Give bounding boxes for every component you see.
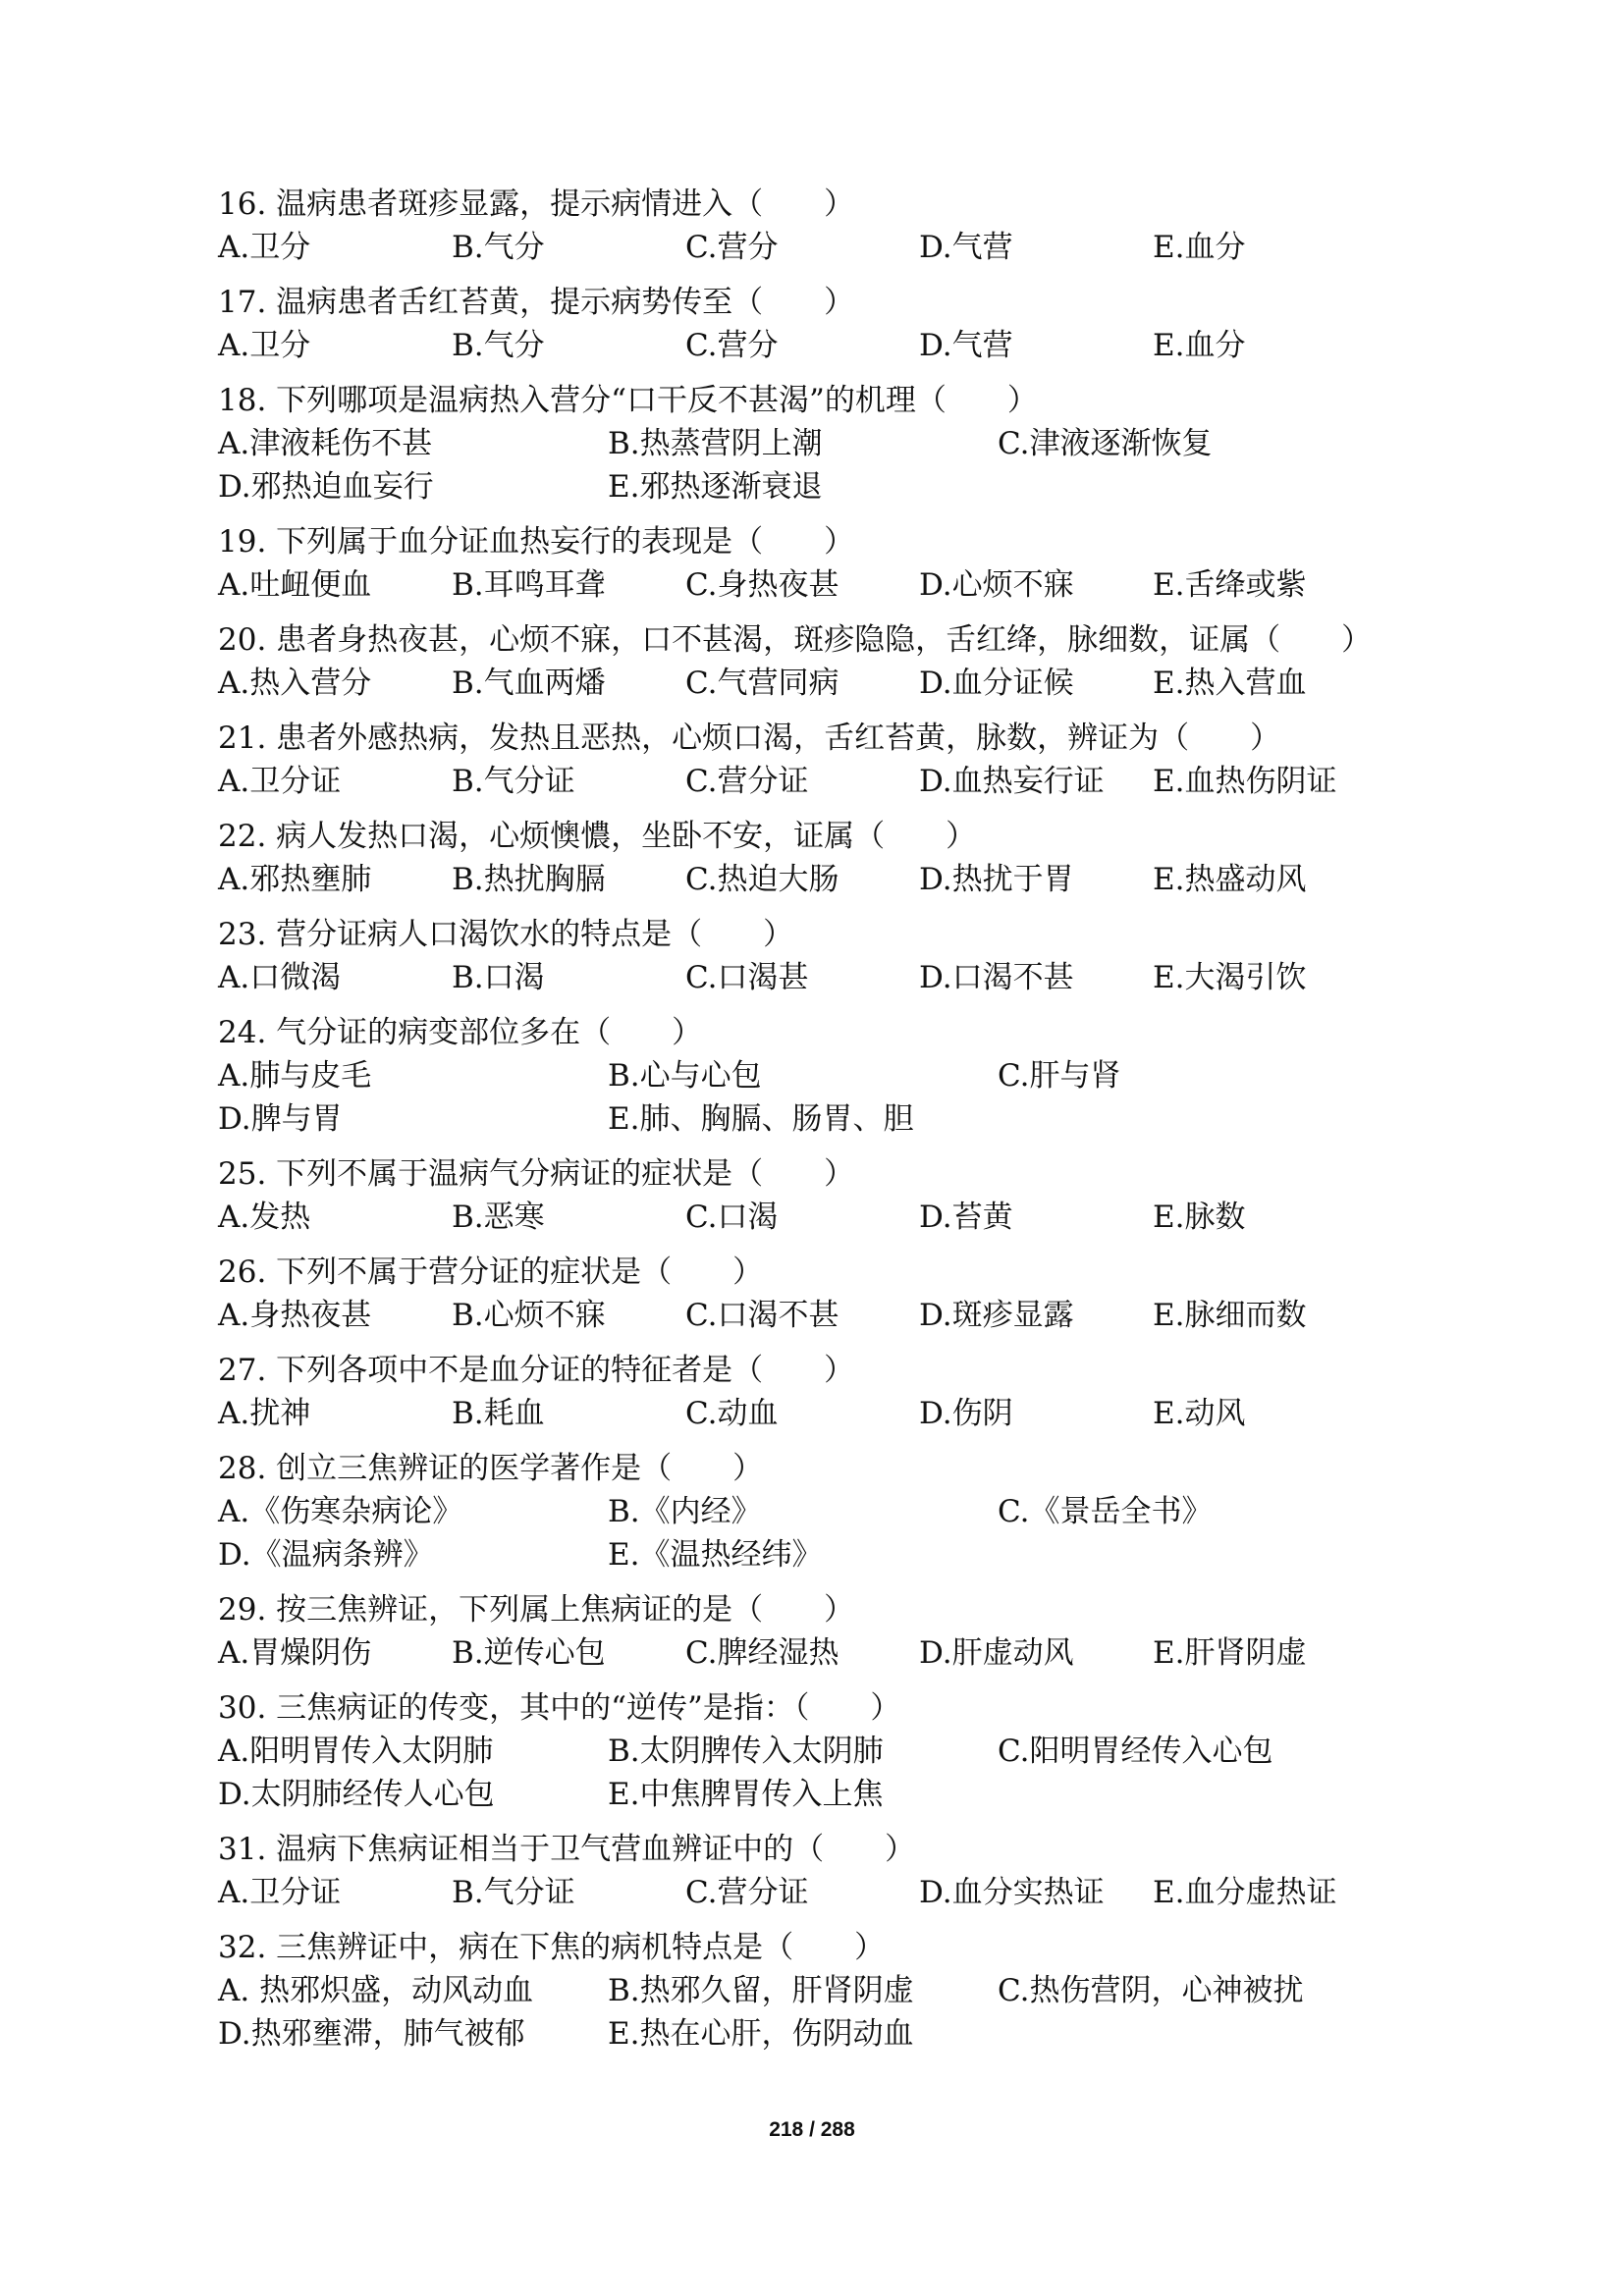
- answer-option: B.气分证: [452, 764, 575, 799]
- answer-option: D.血分实热证: [919, 1875, 1105, 1910]
- question-item: [218, 1828, 1494, 1914]
- option-row: [218, 465, 1494, 508]
- question-item: [218, 1926, 1494, 2056]
- answer-option: A.口微渴: [218, 960, 342, 995]
- answer-option: A.《伤寒杂病论》: [218, 1494, 463, 1529]
- option-row: [218, 858, 1494, 901]
- option-row: [218, 956, 1494, 999]
- answer-option: A. 热邪炽盛，动风动血: [218, 1973, 534, 2008]
- answer-option: A.卫分: [218, 328, 311, 363]
- answer-option: D.苔黄: [919, 1200, 1013, 1235]
- option-list: [218, 956, 1494, 999]
- option-list: [218, 1196, 1494, 1239]
- answer-option: E.热入营血: [1153, 666, 1307, 701]
- answer-option: E.动风: [1153, 1396, 1246, 1431]
- answer-option: E.舌绛或紫: [1153, 567, 1307, 603]
- question-stem: 26. 下列不属于营分证的症状是（ ）: [218, 1255, 764, 1290]
- answer-option: C.营分证: [685, 1875, 809, 1910]
- option-row: [218, 1392, 1494, 1435]
- answer-option: B.气分证: [452, 1875, 575, 1910]
- answer-option: D.太阴肺经传人心包: [218, 1777, 495, 1812]
- option-row: [218, 422, 1494, 465]
- answer-option: A.热入营分: [218, 666, 372, 701]
- option-list: [218, 422, 1494, 508]
- question-stem: 19. 下列属于血分证血热妄行的表现是（ ）: [218, 524, 855, 560]
- question-list: [218, 183, 1494, 2067]
- answer-option: D.口渴不甚: [919, 960, 1074, 995]
- answer-option: E.热在心肝，伤阴动血: [608, 2016, 914, 2052]
- answer-option: E.邪热逐渐衰退: [608, 469, 823, 505]
- question-item: [218, 1152, 1494, 1239]
- answer-option: E.《温热经纬》: [608, 1537, 823, 1573]
- question-item: [218, 183, 1494, 269]
- answer-option: B.《内经》: [608, 1494, 762, 1529]
- answer-option: A.扰神: [218, 1396, 311, 1431]
- answer-option: A.津液耗伤不甚: [218, 426, 433, 461]
- option-row: [218, 1054, 1494, 1097]
- option-list: [218, 1054, 1494, 1141]
- option-list: [218, 1490, 1494, 1576]
- answer-option: B.口渴: [452, 960, 545, 995]
- answer-option: A.发热: [218, 1200, 311, 1235]
- answer-option: C.动血: [685, 1396, 779, 1431]
- answer-option: A.肺与皮毛: [218, 1058, 372, 1094]
- answer-option: B.气血两燔: [452, 666, 606, 701]
- question-item: [218, 379, 1494, 508]
- question-stem: 24. 气分证的病变部位多在（ ）: [218, 1015, 703, 1050]
- option-list: [218, 858, 1494, 901]
- option-list: [218, 1969, 1494, 2056]
- answer-option: C.热迫大肠: [685, 862, 839, 897]
- answer-option: E.脉细而数: [1153, 1298, 1307, 1333]
- option-row: [218, 2012, 1494, 2056]
- answer-option: A.胃燥阴伤: [218, 1635, 372, 1671]
- option-list: [218, 1730, 1494, 1816]
- answer-option: A.卫分证: [218, 764, 342, 799]
- answer-option: D.热邪壅滞，肺气被郁: [218, 2016, 525, 2052]
- question-item: [218, 1447, 1494, 1576]
- question-stem: 23. 营分证病人口渴饮水的特点是（ ）: [218, 917, 794, 952]
- option-row: [218, 324, 1494, 367]
- answer-option: B.心与心包: [608, 1058, 762, 1094]
- question-item: [218, 520, 1494, 607]
- answer-option: C.口渴不甚: [685, 1298, 839, 1333]
- option-list: [218, 1631, 1494, 1675]
- question-stem: 21. 患者外感热病，发热且恶热，心烦口渴，舌红苔黄，脉数，辨证为（ ）: [218, 721, 1281, 756]
- answer-option: C.营分证: [685, 764, 809, 799]
- answer-option: A.吐衄便血: [218, 567, 372, 603]
- answer-option: D.气营: [919, 328, 1013, 363]
- answer-option: C.津液逐渐恢复: [998, 426, 1213, 461]
- answer-option: D.斑疹显露: [919, 1298, 1074, 1333]
- answer-option: D.脾与胃: [218, 1101, 343, 1137]
- option-row: [218, 1490, 1494, 1533]
- question-item: [218, 913, 1494, 999]
- question-stem: 29. 按三焦辨证，下列属上焦病证的是（ ）: [218, 1592, 855, 1628]
- answer-option: D.血分证候: [919, 666, 1074, 701]
- answer-option: D.邪热迫血妄行: [218, 469, 434, 505]
- answer-option: E.中焦脾胃传入上焦: [608, 1777, 884, 1812]
- question-stem: 18. 下列哪项是温病热入营分“口干反不甚渴”的机理（ ）: [218, 383, 1038, 418]
- option-list: [218, 1294, 1494, 1337]
- answer-option: C.阳明胃经传入心包: [998, 1734, 1273, 1769]
- answer-option: E.肝肾阴虚: [1153, 1635, 1307, 1671]
- option-list: [218, 760, 1494, 803]
- answer-option: C.口渴: [685, 1200, 779, 1235]
- option-list: [218, 662, 1494, 705]
- option-row: [218, 563, 1494, 607]
- answer-option: C.脾经湿热: [685, 1635, 839, 1671]
- answer-option: B.逆传心包: [452, 1635, 606, 1671]
- answer-option: A.卫分: [218, 230, 311, 265]
- answer-option: E.大渴引饮: [1153, 960, 1307, 995]
- answer-option: C.营分: [685, 230, 779, 265]
- option-list: [218, 226, 1494, 269]
- option-row: [218, 1196, 1494, 1239]
- answer-option: A.邪热壅肺: [218, 862, 372, 897]
- answer-option: E.脉数: [1153, 1200, 1246, 1235]
- answer-option: A.阳明胃传入太阴肺: [218, 1734, 494, 1769]
- option-row: [218, 1294, 1494, 1337]
- answer-option: B.热蒸营阴上潮: [608, 426, 823, 461]
- option-list: [218, 1871, 1494, 1914]
- question-stem: 27. 下列各项中不是血分证的特征者是（ ）: [218, 1353, 855, 1388]
- answer-option: C.气营同病: [685, 666, 839, 701]
- option-row: [218, 1631, 1494, 1675]
- question-item: [218, 1588, 1494, 1675]
- option-list: [218, 324, 1494, 367]
- answer-option: B.热扰胸膈: [452, 862, 606, 897]
- option-row: [218, 760, 1494, 803]
- option-list: [218, 1392, 1494, 1435]
- answer-option: D.肝虚动风: [919, 1635, 1074, 1671]
- question-item: [218, 1251, 1494, 1337]
- answer-option: D.伤阴: [919, 1396, 1013, 1431]
- option-row: [218, 1969, 1494, 2012]
- answer-option: B.太阴脾传入太阴肺: [608, 1734, 884, 1769]
- question-stem: 32. 三焦辨证中，病在下焦的病机特点是（ ）: [218, 1930, 886, 1965]
- answer-option: E.血分虚热证: [1153, 1875, 1337, 1910]
- question-item: [218, 1686, 1494, 1816]
- question-item: [218, 1349, 1494, 1435]
- question-item: [218, 618, 1494, 705]
- question-stem: 25. 下列不属于温病气分病证的症状是（ ）: [218, 1156, 855, 1192]
- question-stem: 16. 温病患者斑疹显露，提示病情进入（ ）: [218, 187, 855, 222]
- answer-option: E.热盛动风: [1153, 862, 1307, 897]
- question-item: [218, 1011, 1494, 1141]
- question-stem: 17. 温病患者舌红苔黄，提示病势传至（ ）: [218, 285, 855, 320]
- answer-option: C.身热夜甚: [685, 567, 839, 603]
- answer-option: B.气分: [452, 328, 545, 363]
- answer-option: B.热邪久留，肝肾阴虚: [608, 1973, 914, 2008]
- question-item: [218, 815, 1494, 901]
- answer-option: E.血分: [1153, 230, 1246, 265]
- question-stem: 22. 病人发热口渴，心烦懊憹，坐卧不安，证属（ ）: [218, 819, 977, 854]
- option-list: [218, 563, 1494, 607]
- option-row: [218, 226, 1494, 269]
- option-row: [218, 1533, 1494, 1576]
- answer-option: D.气营: [919, 230, 1013, 265]
- answer-option: D.心烦不寐: [919, 567, 1074, 603]
- answer-option: C.口渴甚: [685, 960, 809, 995]
- answer-option: D.热扰于胃: [919, 862, 1074, 897]
- question-item: [218, 717, 1494, 803]
- answer-option: B.耳鸣耳聋: [452, 567, 606, 603]
- answer-option: E.血热伤阴证: [1153, 764, 1337, 799]
- answer-option: B.心烦不寐: [452, 1298, 606, 1333]
- question-item: [218, 281, 1494, 367]
- question-stem: 30. 三焦病证的传变，其中的“逆传”是指：（ ）: [218, 1690, 901, 1726]
- option-row: [218, 1871, 1494, 1914]
- answer-option: A.卫分证: [218, 1875, 342, 1910]
- answer-option: C.《景岳全书》: [998, 1494, 1213, 1529]
- option-row: [218, 1773, 1494, 1816]
- question-stem: 31. 温病下焦病证相当于卫气营血辨证中的（ ）: [218, 1832, 916, 1867]
- question-stem: 20. 患者身热夜甚，心烦不寐，口不甚渴，斑疹隐隐，舌红绛，脉细数，证属（ ）: [218, 622, 1373, 658]
- option-row: [218, 662, 1494, 705]
- answer-option: D.《温病条辨》: [218, 1537, 434, 1573]
- answer-option: E.血分: [1153, 328, 1246, 363]
- option-row: [218, 1730, 1494, 1773]
- answer-option: C.肝与肾: [998, 1058, 1121, 1094]
- answer-option: C.热伤营阴，心神被扰: [998, 1973, 1304, 2008]
- answer-option: D.血热妄行证: [919, 764, 1105, 799]
- page-number: 218 / 288: [769, 2118, 855, 2141]
- answer-option: B.恶寒: [452, 1200, 545, 1235]
- answer-option: B.气分: [452, 230, 545, 265]
- answer-option: E.肺、胸膈、肠胃、胆: [608, 1101, 914, 1137]
- answer-option: B.耗血: [452, 1396, 545, 1431]
- answer-option: A.身热夜甚: [218, 1298, 372, 1333]
- question-stem: 28. 创立三焦辨证的医学著作是（ ）: [218, 1451, 764, 1486]
- option-row: [218, 1097, 1494, 1141]
- answer-option: C.营分: [685, 328, 779, 363]
